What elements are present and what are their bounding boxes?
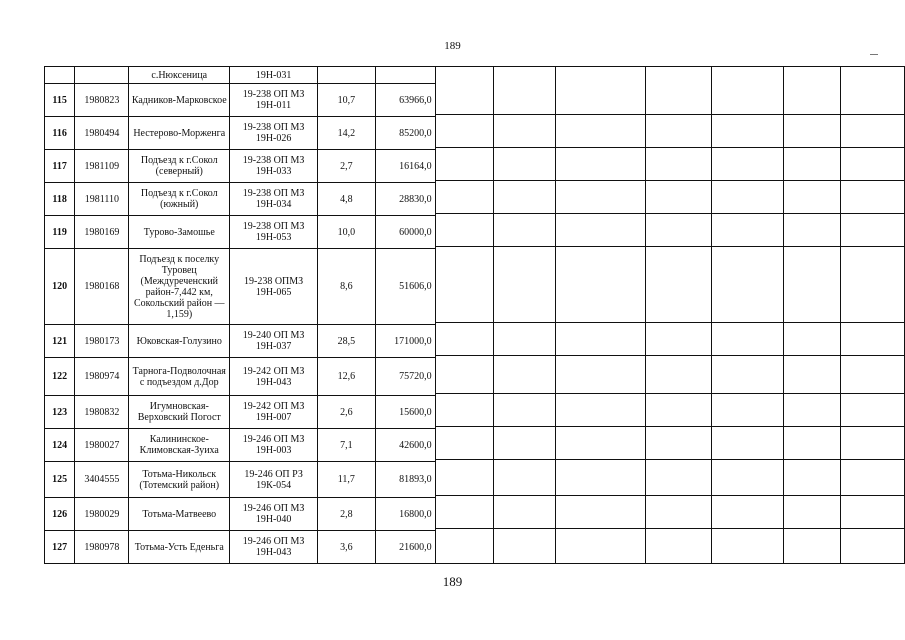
- road-length: 10,0: [318, 216, 376, 249]
- road-id: 19-246 ОП МЗ 19Н-040: [230, 498, 318, 531]
- empty-cell: [645, 462, 711, 498]
- row-number: 115: [45, 84, 75, 117]
- empty-cell: [840, 498, 904, 531]
- road-cost: 28830,0: [375, 183, 435, 216]
- empty-cell: [840, 84, 904, 117]
- row-number: 119: [45, 216, 75, 249]
- empty-cell: [494, 150, 556, 183]
- empty-cell: [711, 67, 784, 84]
- road-length: 2,6: [318, 396, 376, 429]
- road-name: с.Нюксеница: [129, 67, 230, 84]
- road-cost: [375, 67, 435, 84]
- empty-cell: [711, 216, 784, 249]
- road-name: Игумновская-Верховский Погост: [129, 396, 230, 429]
- empty-cell: [711, 249, 784, 325]
- roads-table: [44, 66, 905, 564]
- empty-cell: [711, 325, 784, 358]
- empty-cell: [711, 358, 784, 396]
- road-id: 19-242 ОП МЗ 19Н-007: [230, 396, 318, 429]
- road-code: 1980168: [75, 249, 129, 325]
- table-row: [45, 325, 905, 358]
- empty-cell: [711, 117, 784, 150]
- road-name: Турово-Замошье: [129, 216, 230, 249]
- empty-cell: [435, 84, 493, 117]
- row-number: 123: [45, 396, 75, 429]
- road-cost: 21600,0: [375, 531, 435, 564]
- empty-cell: [435, 358, 493, 396]
- empty-cell: [711, 150, 784, 183]
- empty-cell: [435, 67, 493, 84]
- empty-cell: [840, 325, 904, 358]
- empty-cell: [494, 358, 556, 396]
- road-id: 19-238 ОП МЗ 19Н-033: [230, 150, 318, 183]
- empty-cell: [494, 84, 556, 117]
- road-cost: 51606,0: [375, 249, 435, 325]
- empty-cell: [494, 249, 556, 325]
- road-cost: 15600,0: [375, 396, 435, 429]
- road-name: Нестерово-Морженга: [129, 117, 230, 150]
- empty-cell: [784, 396, 841, 429]
- road-id: 19-238 ОП МЗ 19Н-026: [230, 117, 318, 150]
- empty-cell: [435, 429, 493, 462]
- road-length: 28,5: [318, 325, 376, 358]
- empty-cell: [556, 325, 645, 358]
- empty-cell: [711, 429, 784, 462]
- road-length: 4,8: [318, 183, 376, 216]
- road-cost: 60000,0: [375, 216, 435, 249]
- road-code: 1980978: [75, 531, 129, 564]
- road-length: 8,6: [318, 249, 376, 325]
- empty-cell: [840, 216, 904, 249]
- empty-cell: [840, 249, 904, 325]
- road-cost: 171000,0: [375, 325, 435, 358]
- empty-cell: [556, 429, 645, 462]
- empty-cell: [840, 183, 904, 216]
- empty-cell: [556, 216, 645, 249]
- road-cost: 81893,0: [375, 462, 435, 498]
- road-length: 10,7: [318, 84, 376, 117]
- road-cost: 75720,0: [375, 358, 435, 396]
- road-id: 19-246 ОП МЗ 19Н-003: [230, 429, 318, 462]
- road-id: 19-238 ОПМЗ 19Н-065: [230, 249, 318, 325]
- row-number: 126: [45, 498, 75, 531]
- road-code: 1980832: [75, 396, 129, 429]
- empty-cell: [494, 531, 556, 564]
- empty-cell: [645, 358, 711, 396]
- row-number: [45, 67, 75, 84]
- row-number: 121: [45, 325, 75, 358]
- road-name: Тотьма-Усть Еденьга: [129, 531, 230, 564]
- empty-cell: [556, 531, 645, 564]
- road-length: 2,7: [318, 150, 376, 183]
- road-length: 12,6: [318, 358, 376, 396]
- empty-cell: [784, 462, 841, 498]
- empty-cell: [784, 67, 841, 84]
- empty-cell: [784, 531, 841, 564]
- empty-cell: [840, 429, 904, 462]
- road-cost: 63966,0: [375, 84, 435, 117]
- road-id: 19-246 ОП РЗ 19К-054: [230, 462, 318, 498]
- empty-cell: [711, 462, 784, 498]
- empty-cell: [494, 117, 556, 150]
- table-row: [45, 117, 905, 150]
- road-id: 19-238 ОП МЗ 19Н-034: [230, 183, 318, 216]
- empty-cell: [840, 67, 904, 84]
- road-code: 1981110: [75, 183, 129, 216]
- road-code: 1980823: [75, 84, 129, 117]
- empty-cell: [711, 183, 784, 216]
- empty-cell: [435, 150, 493, 183]
- road-code: 1980974: [75, 358, 129, 396]
- empty-cell: [556, 249, 645, 325]
- row-number: 116: [45, 117, 75, 150]
- road-length: 14,2: [318, 117, 376, 150]
- road-code: 1980027: [75, 429, 129, 462]
- empty-cell: [840, 462, 904, 498]
- empty-cell: [711, 396, 784, 429]
- page-number-bottom: 189: [442, 574, 463, 589]
- empty-cell: [494, 498, 556, 531]
- empty-cell: [784, 150, 841, 183]
- road-id: 19-240 ОП МЗ 19Н-037: [230, 325, 318, 358]
- table-row: [45, 183, 905, 216]
- empty-cell: [645, 117, 711, 150]
- empty-cell: [711, 531, 784, 564]
- table-row: [45, 531, 905, 564]
- road-length: [318, 67, 376, 84]
- row-number: 127: [45, 531, 75, 564]
- empty-cell: [784, 498, 841, 531]
- page-number-top: 189: [444, 40, 461, 52]
- empty-cell: [556, 498, 645, 531]
- empty-cell: [645, 249, 711, 325]
- empty-cell: [494, 429, 556, 462]
- table-row: [45, 249, 905, 325]
- empty-cell: [784, 117, 841, 150]
- empty-cell: [645, 429, 711, 462]
- empty-cell: [556, 462, 645, 498]
- empty-cell: [435, 216, 493, 249]
- empty-cell: [840, 358, 904, 396]
- empty-cell: [711, 84, 784, 117]
- empty-cell: [435, 249, 493, 325]
- table-row: [45, 67, 905, 84]
- row-number: 120: [45, 249, 75, 325]
- table-row: [45, 84, 905, 117]
- road-name: Кадников-Марковское: [129, 84, 230, 117]
- empty-cell: [840, 150, 904, 183]
- empty-cell: [494, 396, 556, 429]
- road-cost: 16800,0: [375, 498, 435, 531]
- road-cost: 85200,0: [375, 117, 435, 150]
- empty-cell: [645, 531, 711, 564]
- empty-cell: [784, 216, 841, 249]
- table-row: [45, 216, 905, 249]
- empty-cell: [556, 67, 645, 84]
- table-row: [45, 429, 905, 462]
- road-id: 19-242 ОП МЗ 19Н-043: [230, 358, 318, 396]
- road-cost: 42600,0: [375, 429, 435, 462]
- table-row: [45, 358, 905, 396]
- road-name: Калининское-Климовская-Зуиха: [129, 429, 230, 462]
- row-number: 117: [45, 150, 75, 183]
- empty-cell: [645, 216, 711, 249]
- row-number: 124: [45, 429, 75, 462]
- road-code: 1980173: [75, 325, 129, 358]
- empty-cell: [556, 358, 645, 396]
- road-name: Подъезд к г.Сокол (северный): [129, 150, 230, 183]
- empty-cell: [784, 358, 841, 396]
- row-number: 125: [45, 462, 75, 498]
- table-row: [45, 498, 905, 531]
- road-cost: 16164,0: [375, 150, 435, 183]
- road-name: Подъезд к г.Сокол (южный): [129, 183, 230, 216]
- road-id: 19-238 ОП МЗ 19Н-053: [230, 216, 318, 249]
- road-code: 1980169: [75, 216, 129, 249]
- empty-cell: [784, 429, 841, 462]
- road-id: 19-246 ОП МЗ 19Н-043: [230, 531, 318, 564]
- road-length: 2,8: [318, 498, 376, 531]
- road-length: 3,6: [318, 531, 376, 564]
- empty-cell: [494, 325, 556, 358]
- road-code: 1980494: [75, 117, 129, 150]
- empty-cell: [784, 249, 841, 325]
- empty-cell: [435, 325, 493, 358]
- empty-cell: [556, 117, 645, 150]
- scan-mark: [870, 54, 878, 55]
- empty-cell: [645, 84, 711, 117]
- row-number: 118: [45, 183, 75, 216]
- table-row: [45, 462, 905, 498]
- road-id: 19-238 ОП МЗ 19Н-011: [230, 84, 318, 117]
- road-name: Тарнога-Подволочная с подъездом д.Дор: [129, 358, 230, 396]
- table-row: [45, 150, 905, 183]
- road-code: 3404555: [75, 462, 129, 498]
- empty-cell: [840, 396, 904, 429]
- road-code: [75, 67, 129, 84]
- empty-cell: [784, 325, 841, 358]
- empty-cell: [435, 117, 493, 150]
- empty-cell: [840, 531, 904, 564]
- empty-cell: [645, 150, 711, 183]
- empty-cell: [556, 150, 645, 183]
- table-row: [45, 396, 905, 429]
- empty-cell: [645, 396, 711, 429]
- empty-cell: [840, 117, 904, 150]
- empty-cell: [645, 67, 711, 84]
- empty-cell: [645, 325, 711, 358]
- road-id: 19Н-031: [230, 67, 318, 84]
- row-number: 122: [45, 358, 75, 396]
- empty-cell: [784, 183, 841, 216]
- empty-cell: [711, 498, 784, 531]
- empty-cell: [556, 84, 645, 117]
- empty-cell: [556, 396, 645, 429]
- empty-cell: [494, 462, 556, 498]
- road-code: 1981109: [75, 150, 129, 183]
- road-length: 11,7: [318, 462, 376, 498]
- empty-cell: [494, 216, 556, 249]
- empty-cell: [494, 67, 556, 84]
- empty-cell: [435, 531, 493, 564]
- empty-cell: [645, 498, 711, 531]
- empty-cell: [784, 84, 841, 117]
- empty-cell: [556, 183, 645, 216]
- road-code: 1980029: [75, 498, 129, 531]
- empty-cell: [435, 498, 493, 531]
- road-name: Подъезд к поселку Туровец (Междуреченский район-7,442 км, Сокольский район — 1,159): [129, 249, 230, 325]
- road-name: Тотьма-Матвеево: [129, 498, 230, 531]
- empty-cell: [435, 396, 493, 429]
- empty-cell: [435, 183, 493, 216]
- road-name: Тотьма-Никольск (Тотемский район): [129, 462, 230, 498]
- empty-cell: [494, 183, 556, 216]
- empty-cell: [645, 183, 711, 216]
- empty-cell: [435, 462, 493, 498]
- road-name: Юковская-Голузино: [129, 325, 230, 358]
- road-length: 7,1: [318, 429, 376, 462]
